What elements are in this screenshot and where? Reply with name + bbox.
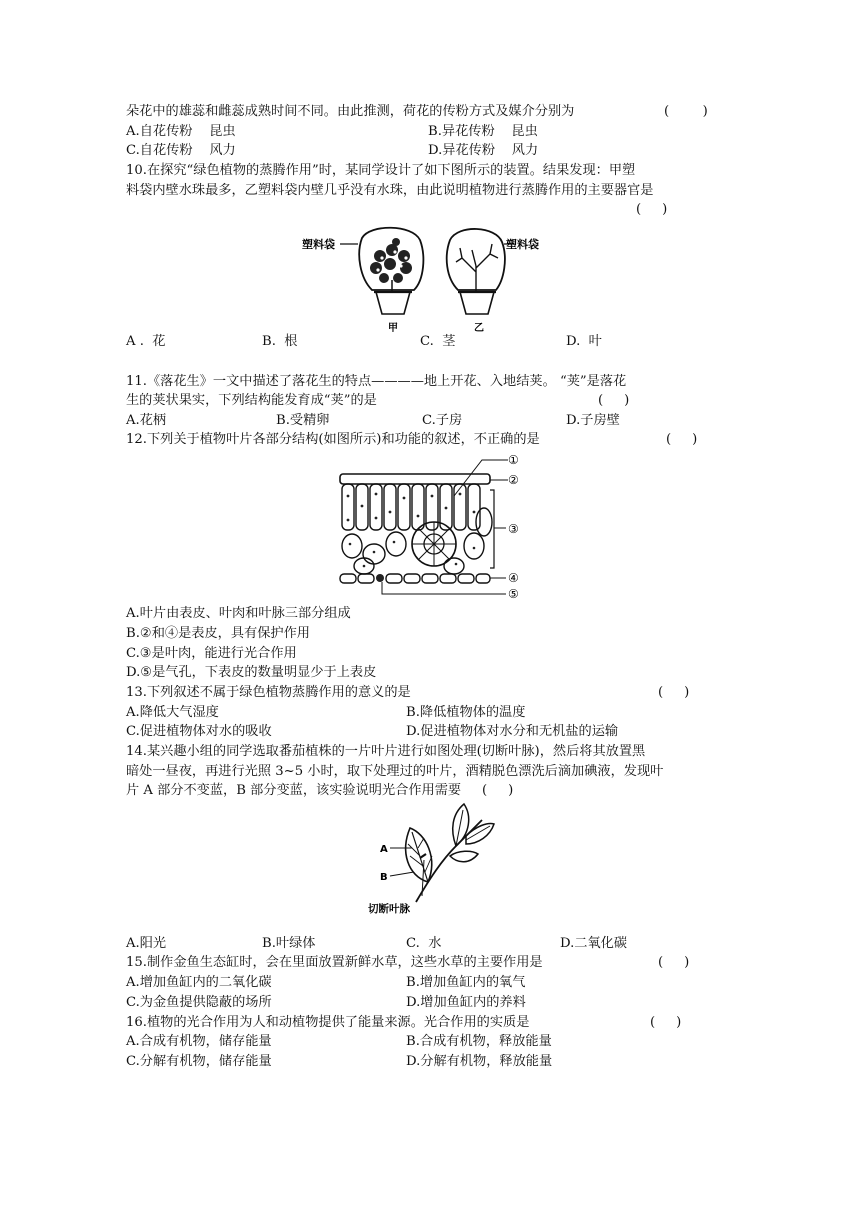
q10-option-d: D. 叶: [566, 334, 602, 349]
fig-label-cut-vein: 切断叶脉: [368, 903, 410, 915]
fig-label-a: A: [380, 844, 388, 855]
q16-answer-paren: ( ): [650, 1015, 682, 1030]
q9-option-d: D.异花传粉 风力: [428, 143, 539, 158]
fig-label-bag-left: 塑料袋: [302, 238, 335, 251]
q10-stem-line2: 料袋内壁水珠最多，乙塑料袋内壁几乎没有水珠，由此说明植物进行蒸腾作用的主要器官是: [126, 183, 654, 198]
q16-stem: 16.植物的光合作用为人和动植物提供了能量来源。光合作用的实质是: [126, 1015, 530, 1030]
leaf-cross-section-figure: [334, 446, 534, 602]
q9-option-a: A.自花传粉 昆虫: [126, 124, 236, 139]
q10-answer-paren: ( ): [636, 202, 668, 217]
q15-option-a: A.增加鱼缸内的二氧化碳: [126, 975, 272, 990]
fig-label-4: ④: [508, 571, 519, 585]
q10-option-b: B. 根: [262, 334, 298, 349]
q11-option-a: A.花柄: [126, 413, 167, 428]
q15-answer-paren: ( ): [658, 955, 690, 970]
q14-option-b: B.叶绿体: [262, 936, 316, 951]
q15-option-c: C.为金鱼提供隐蔽的场所: [126, 995, 272, 1010]
q11-stem-line2: 生的荚状果实，下列结构能发育成“荚”的是: [126, 393, 377, 408]
q15-option-d: D.增加鱼缸内的养料: [406, 995, 526, 1010]
q13-option-b: B.降低植物体的温度: [406, 705, 526, 720]
q10-stem-line1: 10.在探究“绿色植物的蒸腾作用”时，某同学设计了如下图所示的装置。结果发现：甲塑: [126, 163, 636, 178]
q15-stem: 15.制作金鱼生态缸时，会在里面放置新鲜水草，这些水草的主要作用是: [126, 955, 543, 970]
q11-stem-line1: 11.《落花生》一文中描述了落花生的特点————地上开花、入地结荚。 “荚”是落花: [126, 374, 627, 389]
q14-stem-line3: 片 A 部分不变蓝，B 部分变蓝，该实验说明光合作用需要: [126, 783, 462, 798]
q11-option-d: D.子房壁: [566, 413, 620, 428]
q14-answer-paren: ( ): [482, 783, 514, 798]
q13-answer-paren: ( ): [658, 685, 690, 700]
q13-stem: 13.下列叙述不属于绿色植物蒸腾作用的意义的是: [126, 685, 411, 700]
q12-answer-paren: ( ): [666, 432, 698, 447]
fig-label-2: ②: [508, 473, 519, 487]
q16-option-a: A.合成有机物，储存能量: [126, 1034, 272, 1049]
q13-option-a: A.降低大气湿度: [126, 705, 219, 720]
transpiration-apparatus-figure: [300, 222, 540, 334]
q9-option-c: C.自花传粉 风力: [126, 143, 236, 158]
q14-stem-line1: 14.某兴趣小组的同学选取番茄植株的一片叶片进行如图处理(切断叶脉)，然后将其放置黑: [126, 744, 646, 759]
q11-option-b: B.受精卵: [276, 413, 330, 428]
q9-answer-paren: ( ): [664, 104, 708, 119]
q16-option-b: B.合成有机物，释放能量: [406, 1034, 552, 1049]
q12-option-d: D.⑤是气孔，下表皮的数量明显少于上表皮: [126, 665, 377, 680]
q9-option-b: B.异花传粉 昆虫: [428, 124, 538, 139]
q15-option-b: B.增加鱼缸内的氧气: [406, 975, 526, 990]
q12-option-c: C.③是叶肉，能进行光合作用: [126, 646, 297, 661]
fig-label-yi: 乙: [474, 323, 484, 334]
q9-stem: 朵花中的雄蕊和雌蕊成熟时间不同。由此推测，荷花的传粉方式及媒介分别为: [126, 104, 575, 119]
q11-option-c: C.子房: [422, 413, 463, 428]
q14-option-a: A.阳光: [126, 936, 167, 951]
fig-label-b: B: [380, 872, 388, 883]
q12-option-a: A.叶片由表皮、叶肉和叶脉三部分组成: [126, 606, 351, 621]
fig-label-bag-right: 塑料袋: [506, 238, 539, 251]
fig-label-3: ③: [508, 522, 519, 536]
fig-label-1: ①: [508, 453, 519, 467]
q14-stem-line2: 暗处一昼夜，再进行光照 3~5 小时，取下处理过的叶片，酒精脱色漂洗后滴加碘液，发现叶: [126, 764, 664, 779]
q16-option-c: C.分解有机物，储存能量: [126, 1054, 272, 1069]
fig-label-jia: 甲: [388, 323, 398, 334]
q13-option-d: D.促进植物体对水分和无机盐的运输: [406, 724, 619, 739]
q14-option-d: D.二氧化碳: [560, 936, 628, 951]
q12-option-b: B.②和④是表皮，具有保护作用: [126, 626, 310, 641]
leaf-vein-cut-figure: [366, 800, 498, 922]
q11-answer-paren: ( ): [598, 393, 630, 408]
fig-label-5: ⑤: [508, 587, 519, 601]
q12-stem: 12.下列关于植物叶片各部分结构(如图所示)和功能的叙述，不正确的是: [126, 432, 540, 447]
q13-option-c: C.促进植物体对水的吸收: [126, 724, 272, 739]
q10-option-a: A . 花: [126, 334, 166, 349]
q10-option-c: C. 茎: [420, 334, 456, 349]
q16-option-d: D.分解有机物，释放能量: [406, 1054, 553, 1069]
q14-option-c: C. 水: [406, 936, 442, 951]
